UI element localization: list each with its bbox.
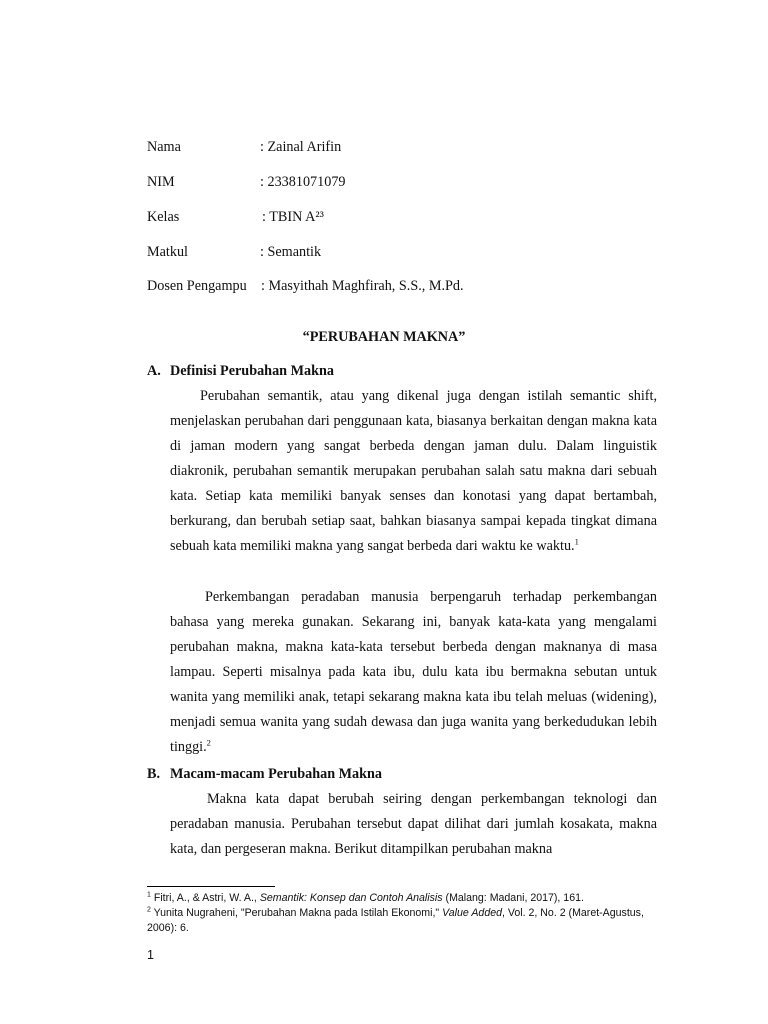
identity-value-nim: : 23381071079 (260, 174, 346, 190)
identity-value-dosen: : Masyithah Maghfirah, S.S., M.Pd. (261, 278, 464, 294)
identity-label-kelas: Kelas (147, 209, 180, 225)
section-b-letter: B. (147, 766, 161, 782)
footnote-ref: 2 (206, 737, 211, 748)
identity-row-nim (147, 172, 346, 192)
document-title: “PERUBAHAN MAKNA” (302, 329, 466, 345)
page-number: 1 (147, 948, 154, 962)
identity-label-nama: Nama (147, 139, 181, 155)
footnote-2 (147, 906, 659, 936)
section-a-paragraph-1 (170, 384, 657, 559)
paragraph-text: Makna kata dapat berubah seiring dengan perkembangan teknologi dan peradaban manusia. Perubahan tersebut dapat dilihat dari jumlah kosakata, makna kata, dan pergeseran makna. Berikut ditampilkan perubahan makna (170, 791, 657, 857)
identity-row-kelas (147, 207, 324, 227)
identity-label-matkul: Matkul (147, 244, 188, 260)
footnote-number: 1 (147, 891, 151, 899)
footnote-title: Value Added (442, 907, 502, 919)
paragraph-text: Perkembangan peradaban manusia berpengaruh terhadap perkembangan bahasa yang mereka gunakan. Sekarang ini, banyak kata-kata yang mengalami perubahan makna, makna kata-kata tersebut berbeda dengan maknanya di masa lampau. Seperti misalnya pada kata ibu, dulu kata ibu bermakna sebutan untuk wanita yang memiliki anak, tetapi sekarang makna kata ibu telah meluas (widening), menjadi semua wanita yang sudah dewasa dan juga wanita yang berkedudukan lebih tinggi. (170, 589, 657, 755)
identity-label-nim: NIM (147, 174, 175, 190)
footnote-ref: 1 (574, 536, 579, 547)
section-b-paragraph-1 (170, 787, 657, 862)
section-a-letter: A. (147, 363, 161, 379)
section-a-title: Definisi Perubahan Makna (170, 363, 334, 379)
footnote-separator (147, 886, 275, 887)
footnote-text: Yunita Nugraheni, "Perubahan Makna pada Istilah Ekonomi," (153, 907, 443, 919)
identity-label-dosen: Dosen Pengampu (147, 278, 247, 294)
footnote-title: Semantik: Konsep dan Contoh Analisis (259, 892, 443, 904)
footnote-text: Fitri, A., & Astri, W. A., (153, 892, 260, 904)
identity-row-nama (147, 137, 342, 157)
section-a-heading (147, 361, 334, 381)
identity-row-matkul (147, 242, 322, 262)
identity-value-nama: : Zainal Arifin (260, 139, 342, 155)
footnote-number: 2 (147, 906, 151, 914)
identity-row-dosen (147, 276, 464, 296)
paragraph-text: Perubahan semantik, atau yang dikenal juga dengan istilah semantic shift, menjelaskan perubahan dari penggunaan kata, biasanya berkaitan dengan makna kata di jaman modern yang sangat berbeda dengan jaman dulu. Dalam linguistik diakronik, perubahan semantik merupakan perubahan salah satu makna dari sebuah kata. Setiap kata memiliki banyak senses dan konotasi yang dapat bertambah, berkurang, dan berubah setiap saat, bahkan biasanya sampai kepada tingkat dimana sebuah kata memiliki makna yang sangat berbeda dari waktu ke waktu. (170, 388, 657, 554)
identity-value-kelas: : TBIN A²³ (262, 209, 324, 225)
identity-value-matkul: : Semantik (260, 244, 322, 260)
section-a-paragraph-2 (170, 585, 657, 760)
footnote-1 (147, 891, 659, 906)
section-b-title: Macam-macam Perubahan Makna (170, 766, 383, 782)
footnote-text: (Malang: Madani, 2017), 161. (442, 892, 584, 904)
footnote-text: , Vol. 2, No. 2 (Maret-Agustus, 2006): 6. (147, 907, 644, 934)
section-b-heading (147, 764, 382, 784)
footnotes (147, 891, 659, 936)
